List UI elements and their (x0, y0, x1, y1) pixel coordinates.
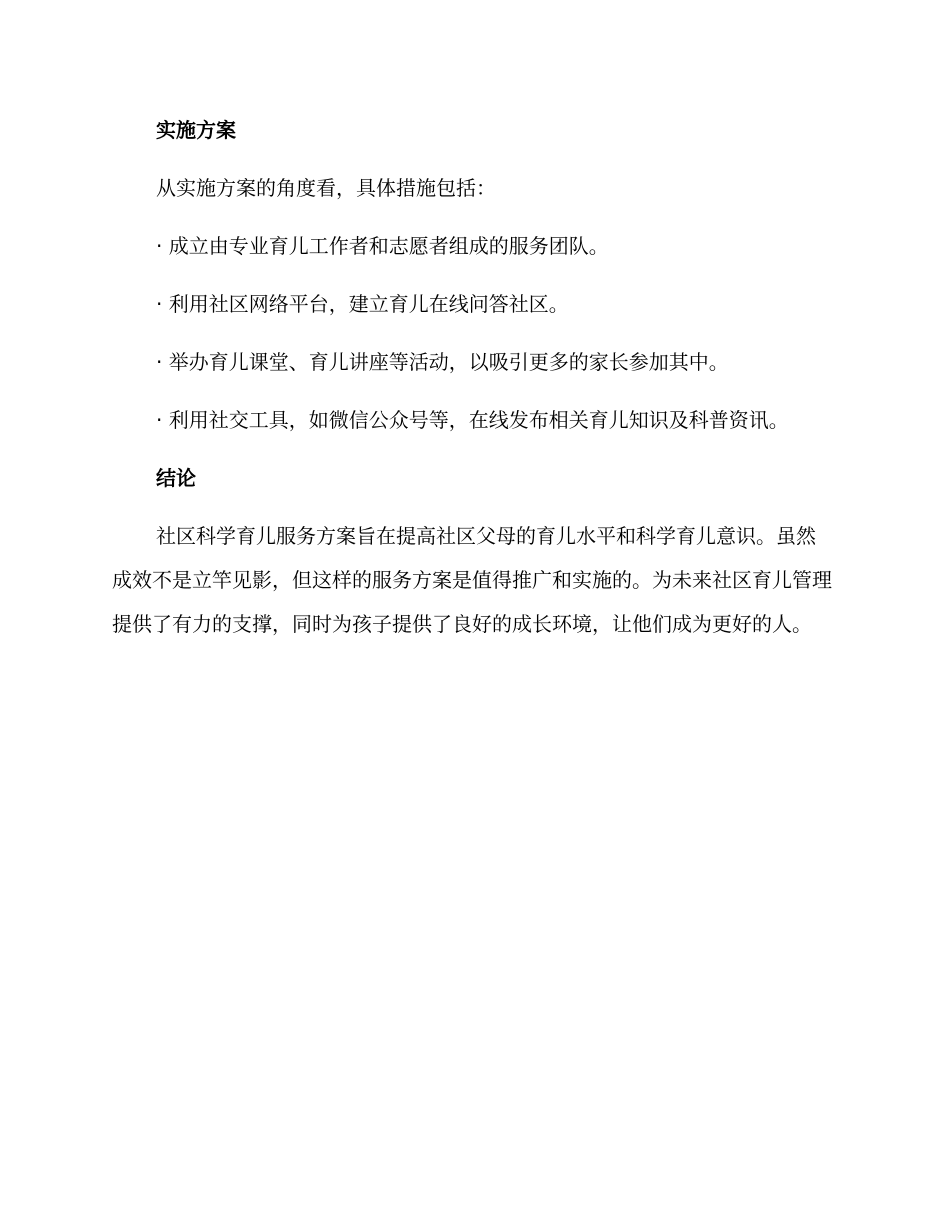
paragraph-intro: 从实施方案的角度看，具体措施包括： (156, 176, 496, 200)
bullet-item-social-tools: · 利用社交工具，如微信公众号等，在线发布相关育儿知识及科普资讯。 (156, 408, 789, 432)
bullet-item-classes: · 举办育儿课堂、育儿讲座等活动，以吸引更多的家长参加其中。 (156, 350, 729, 374)
section-heading-implementation: 实施方案 (156, 118, 236, 142)
paragraph-conclusion: 社区科学育儿服务方案旨在提高社区父母的育儿水平和科学育儿意识。虽然成效不是立竿见影，但这样的服务方案是值得推广和实施的。为未来社区育儿管理提供了有力的支撑，同时为孩子提供了良好的成长环境，让他们成为更好的人。 (112, 524, 832, 636)
bullet-item-online-qa: · 利用社区网络平台，建立育儿在线问答社区。 (156, 292, 569, 316)
document-page (112, 108, 832, 646)
bullet-item-team: · 成立由专业育儿工作者和志愿者组成的服务团队。 (156, 234, 609, 258)
section-heading-conclusion: 结论 (156, 466, 196, 490)
